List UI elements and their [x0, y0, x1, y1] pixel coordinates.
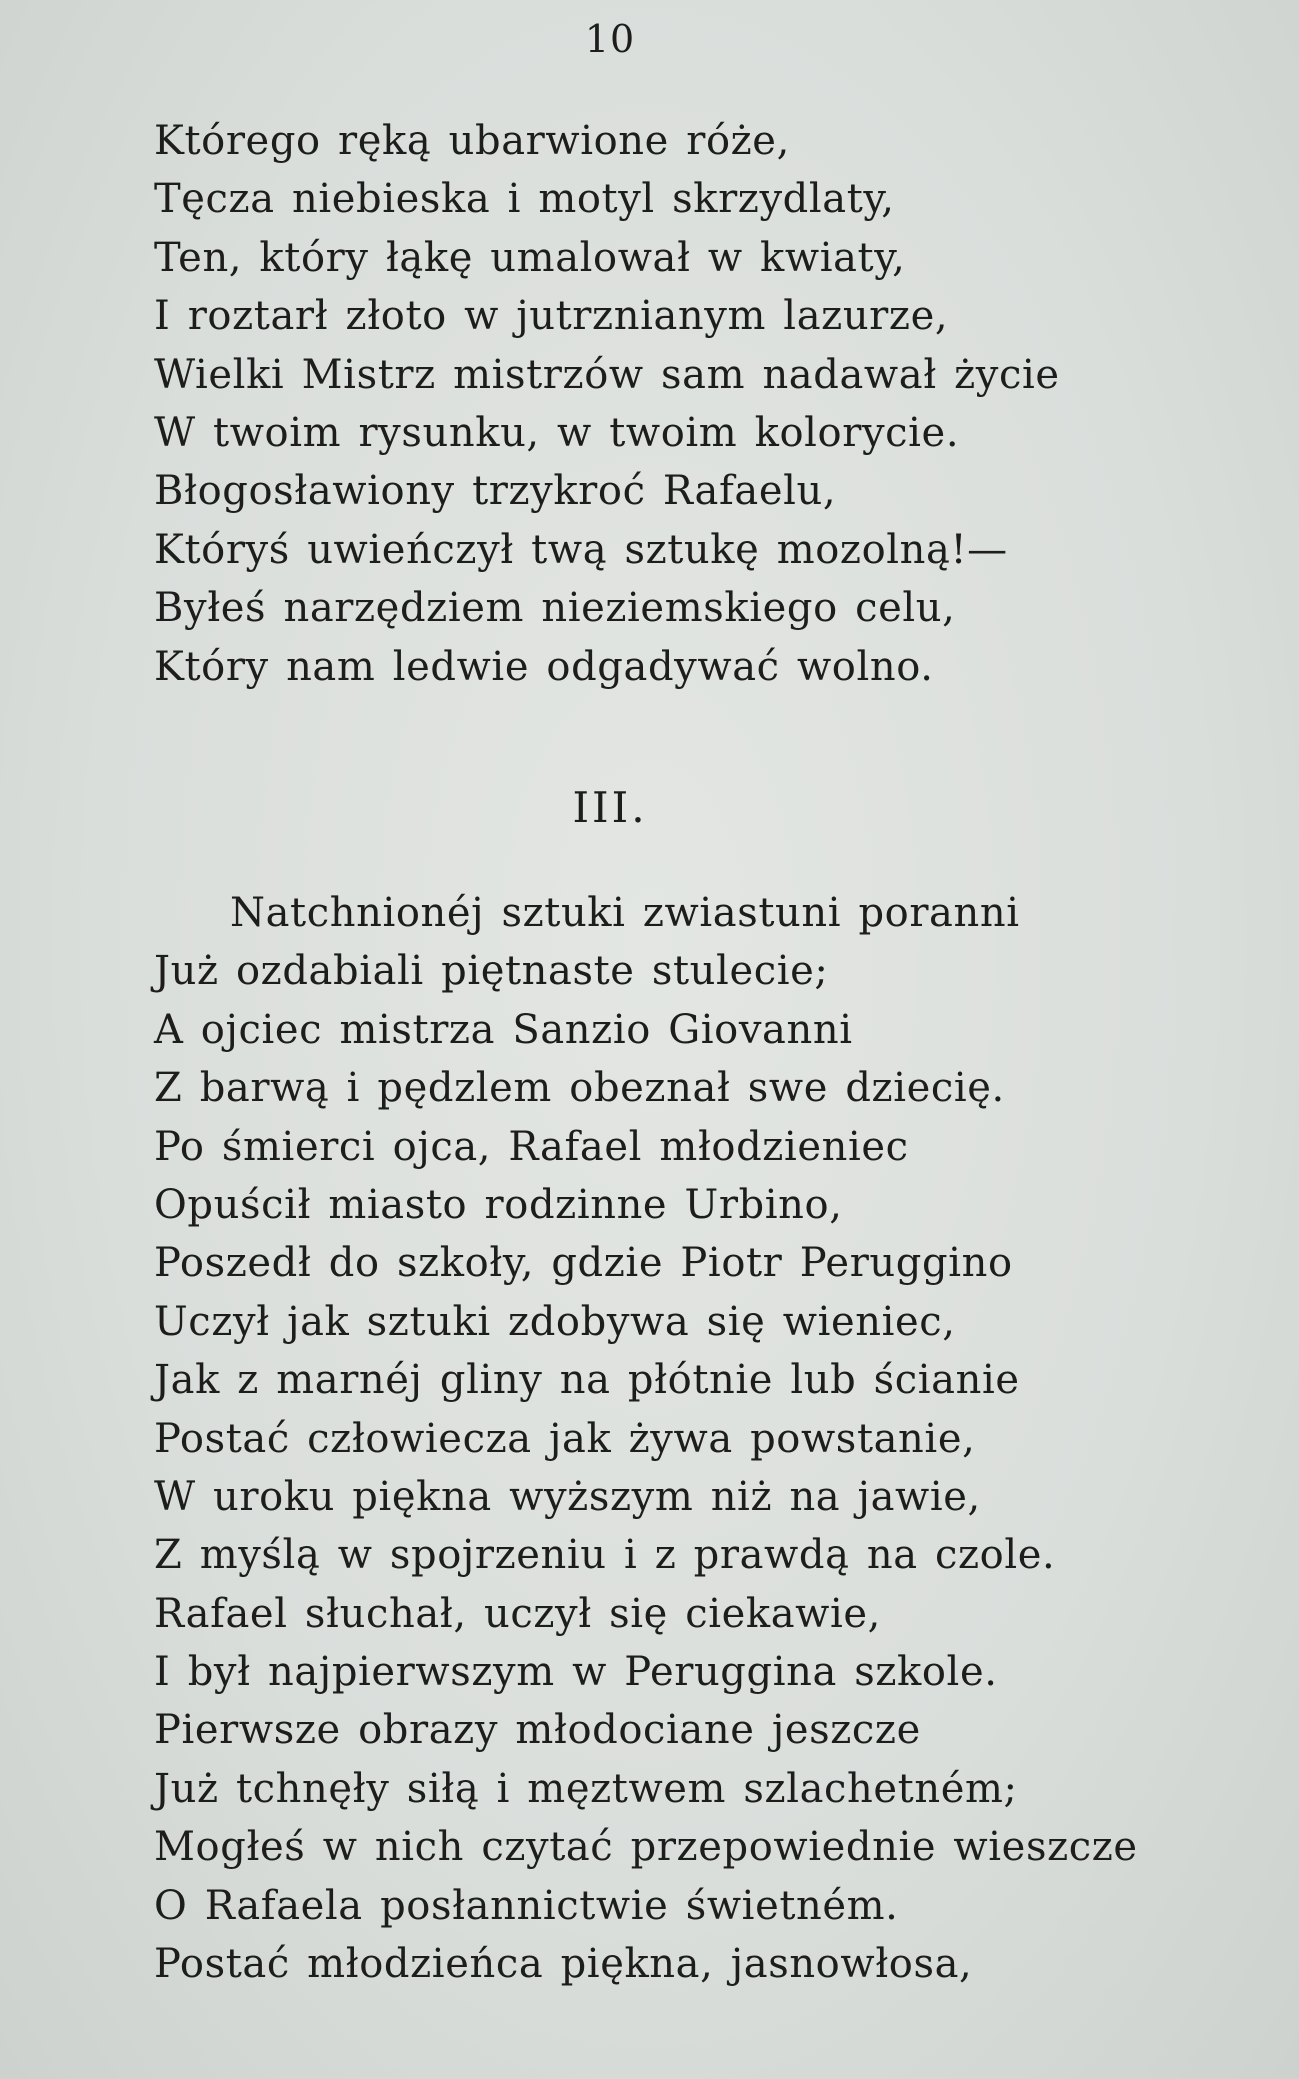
- verse-line: I roztarł złoto w jutrznianym lazurze,: [154, 293, 949, 340]
- verse-line: Mogłeś w nich czytać przepowiednie wieszcze: [154, 1824, 1138, 1871]
- verse-line: Pierwsze obrazy młodociane jeszcze: [154, 1707, 921, 1754]
- verse-line: Opuścił miasto rodzinne Urbino,: [154, 1181, 843, 1228]
- verse-line: Z barwą i pędzlem obeznał swe dziecię.: [154, 1065, 1005, 1112]
- verse-line: Natchnionéj sztuki zwiastuni poranni: [230, 890, 1020, 936]
- verse-line: Już ozdabiali piętnaste stulecie;: [154, 948, 829, 995]
- verse-line: Który nam ledwie odgadywać wolno.: [154, 643, 934, 690]
- verse-line: Rafael słuchał, uczył się ciekawie,: [154, 1590, 881, 1637]
- verse-line: Tęcza niebieska i motyl skrzydlaty,: [154, 176, 895, 223]
- verse-line: A ojciec mistrza Sanzio Giovanni: [154, 1006, 853, 1053]
- verse-line: Już tchnęły siłą i męztwem szlachetném;: [154, 1765, 1018, 1812]
- verse-line: Poszedł do szkoły, gdzie Piotr Peruggino: [154, 1240, 1013, 1287]
- verse-line: Ten, który łąkę umalował w kwiaty,: [154, 234, 906, 281]
- verse-line: W twoim rysunku, w twoim kolorycie.: [154, 409, 960, 456]
- verse-line: Postać człowiecza jak żywa powstanie,: [154, 1415, 976, 1462]
- verse-line: W uroku piękna wyższym niż na jawie,: [154, 1473, 981, 1520]
- verse-line: Któryś uwieńczył twą sztukę mozolną!—: [154, 526, 1008, 573]
- verse-line: Po śmierci ojca, Rafael młodzieniec: [154, 1123, 909, 1170]
- verse-line: I był najpierwszym w Peruggina szkole.: [154, 1649, 998, 1696]
- verse-line: Uczył jak sztuki zdobywa się wieniec,: [154, 1298, 956, 1345]
- verse-line: Jak z marnéj gliny na płótnie lub ścianie: [154, 1357, 1020, 1404]
- section-heading: III.: [572, 783, 648, 832]
- page-number: 10: [584, 17, 636, 61]
- verse-line: Którego ręką ubarwione róże,: [154, 118, 790, 164]
- verse-line: Błogosławiony trzykroć Rafaelu,: [154, 468, 837, 515]
- verse-line: O Rafaela posłannictwie świetném.: [154, 1882, 899, 1929]
- verse-line: Postać młodzieńca piękna, jasnowłosa,: [154, 1941, 973, 1988]
- verse-line: Z myślą w spojrzeniu i z prawdą na czole.: [154, 1532, 1056, 1579]
- verse-line: Wielki Mistrz mistrzów sam nadawał życie: [154, 351, 1060, 398]
- stanza-1: [154, 112, 1060, 696]
- verse-line: Byłeś narzędziem nieziemskiego celu,: [154, 585, 956, 632]
- stanza-2: [154, 884, 1138, 1993]
